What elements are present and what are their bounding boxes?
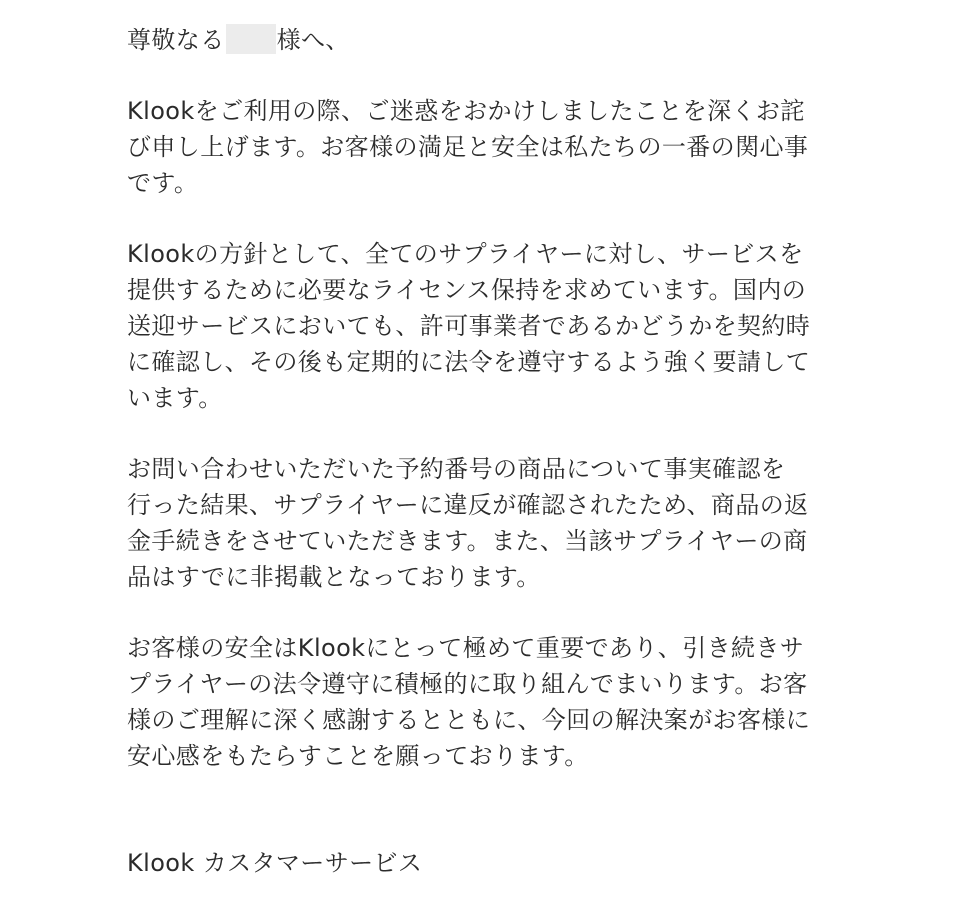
paragraph-spacer	[127, 595, 837, 630]
redacted-recipient-name	[226, 24, 276, 54]
paragraph-line: お問い合わせいただいた予約番号の商品について事実確認を	[127, 455, 786, 483]
signature: Klook カスタマーサービス	[127, 849, 423, 877]
refund-paragraph	[127, 451, 837, 595]
paragraph-line: 金手続きをさせていただきます。また、当該サプライヤーの商	[127, 527, 808, 555]
paragraph-line: び申し上げます。お客様の満足と安全は私たちの一番の関心事	[127, 133, 809, 161]
paragraph-line: 様のご理解に深く感謝するとともに、今回の解決案がお客様に	[127, 706, 811, 734]
message-body	[127, 22, 837, 881]
paragraph-line: Klookをご利用の際、ご迷惑をおかけしましたことを深くお詫	[127, 97, 805, 125]
paragraph-spacer	[127, 416, 837, 451]
paragraph-line: お客様の安全はKlookにとって極めて重要であり、引き続きサ	[127, 634, 805, 662]
paragraph-line: Klookの方針として、全てのサプライヤーに対し、サービスを	[127, 240, 804, 268]
paragraph-line: 提供するために必要なライセンス保持を求めています。国内の	[127, 276, 807, 304]
policy-paragraph	[127, 236, 837, 416]
paragraph-line: います。	[127, 384, 223, 412]
paragraph-line: に確認し、その後も定期的に法令を遵守するよう強く要請して	[127, 348, 811, 376]
greeting	[127, 22, 837, 58]
paragraph-line: 安心感をもたらすことを願っております。	[127, 742, 589, 770]
paragraph-line: プライヤーの法令遵守に積極的に取り組んでまいります。お客	[127, 670, 808, 698]
paragraph-line: 行った結果、サプライヤーに違反が確認されたため、商品の返	[127, 491, 809, 519]
signature-spacer	[127, 774, 837, 845]
greeting-prefix: 尊敬なる	[127, 26, 225, 54]
closing-paragraph	[127, 630, 837, 774]
paragraph-line: 品はすでに非掲載となっております。	[127, 563, 541, 591]
apology-paragraph	[127, 93, 837, 201]
paragraph-line: 送迎サービスにおいても、許可事業者であるかどうかを契約時	[127, 312, 811, 340]
paragraph-line: です。	[127, 169, 199, 197]
paragraph-spacer	[127, 58, 837, 93]
paragraph-spacer	[127, 201, 837, 236]
greeting-suffix: 様へ、	[276, 26, 350, 54]
